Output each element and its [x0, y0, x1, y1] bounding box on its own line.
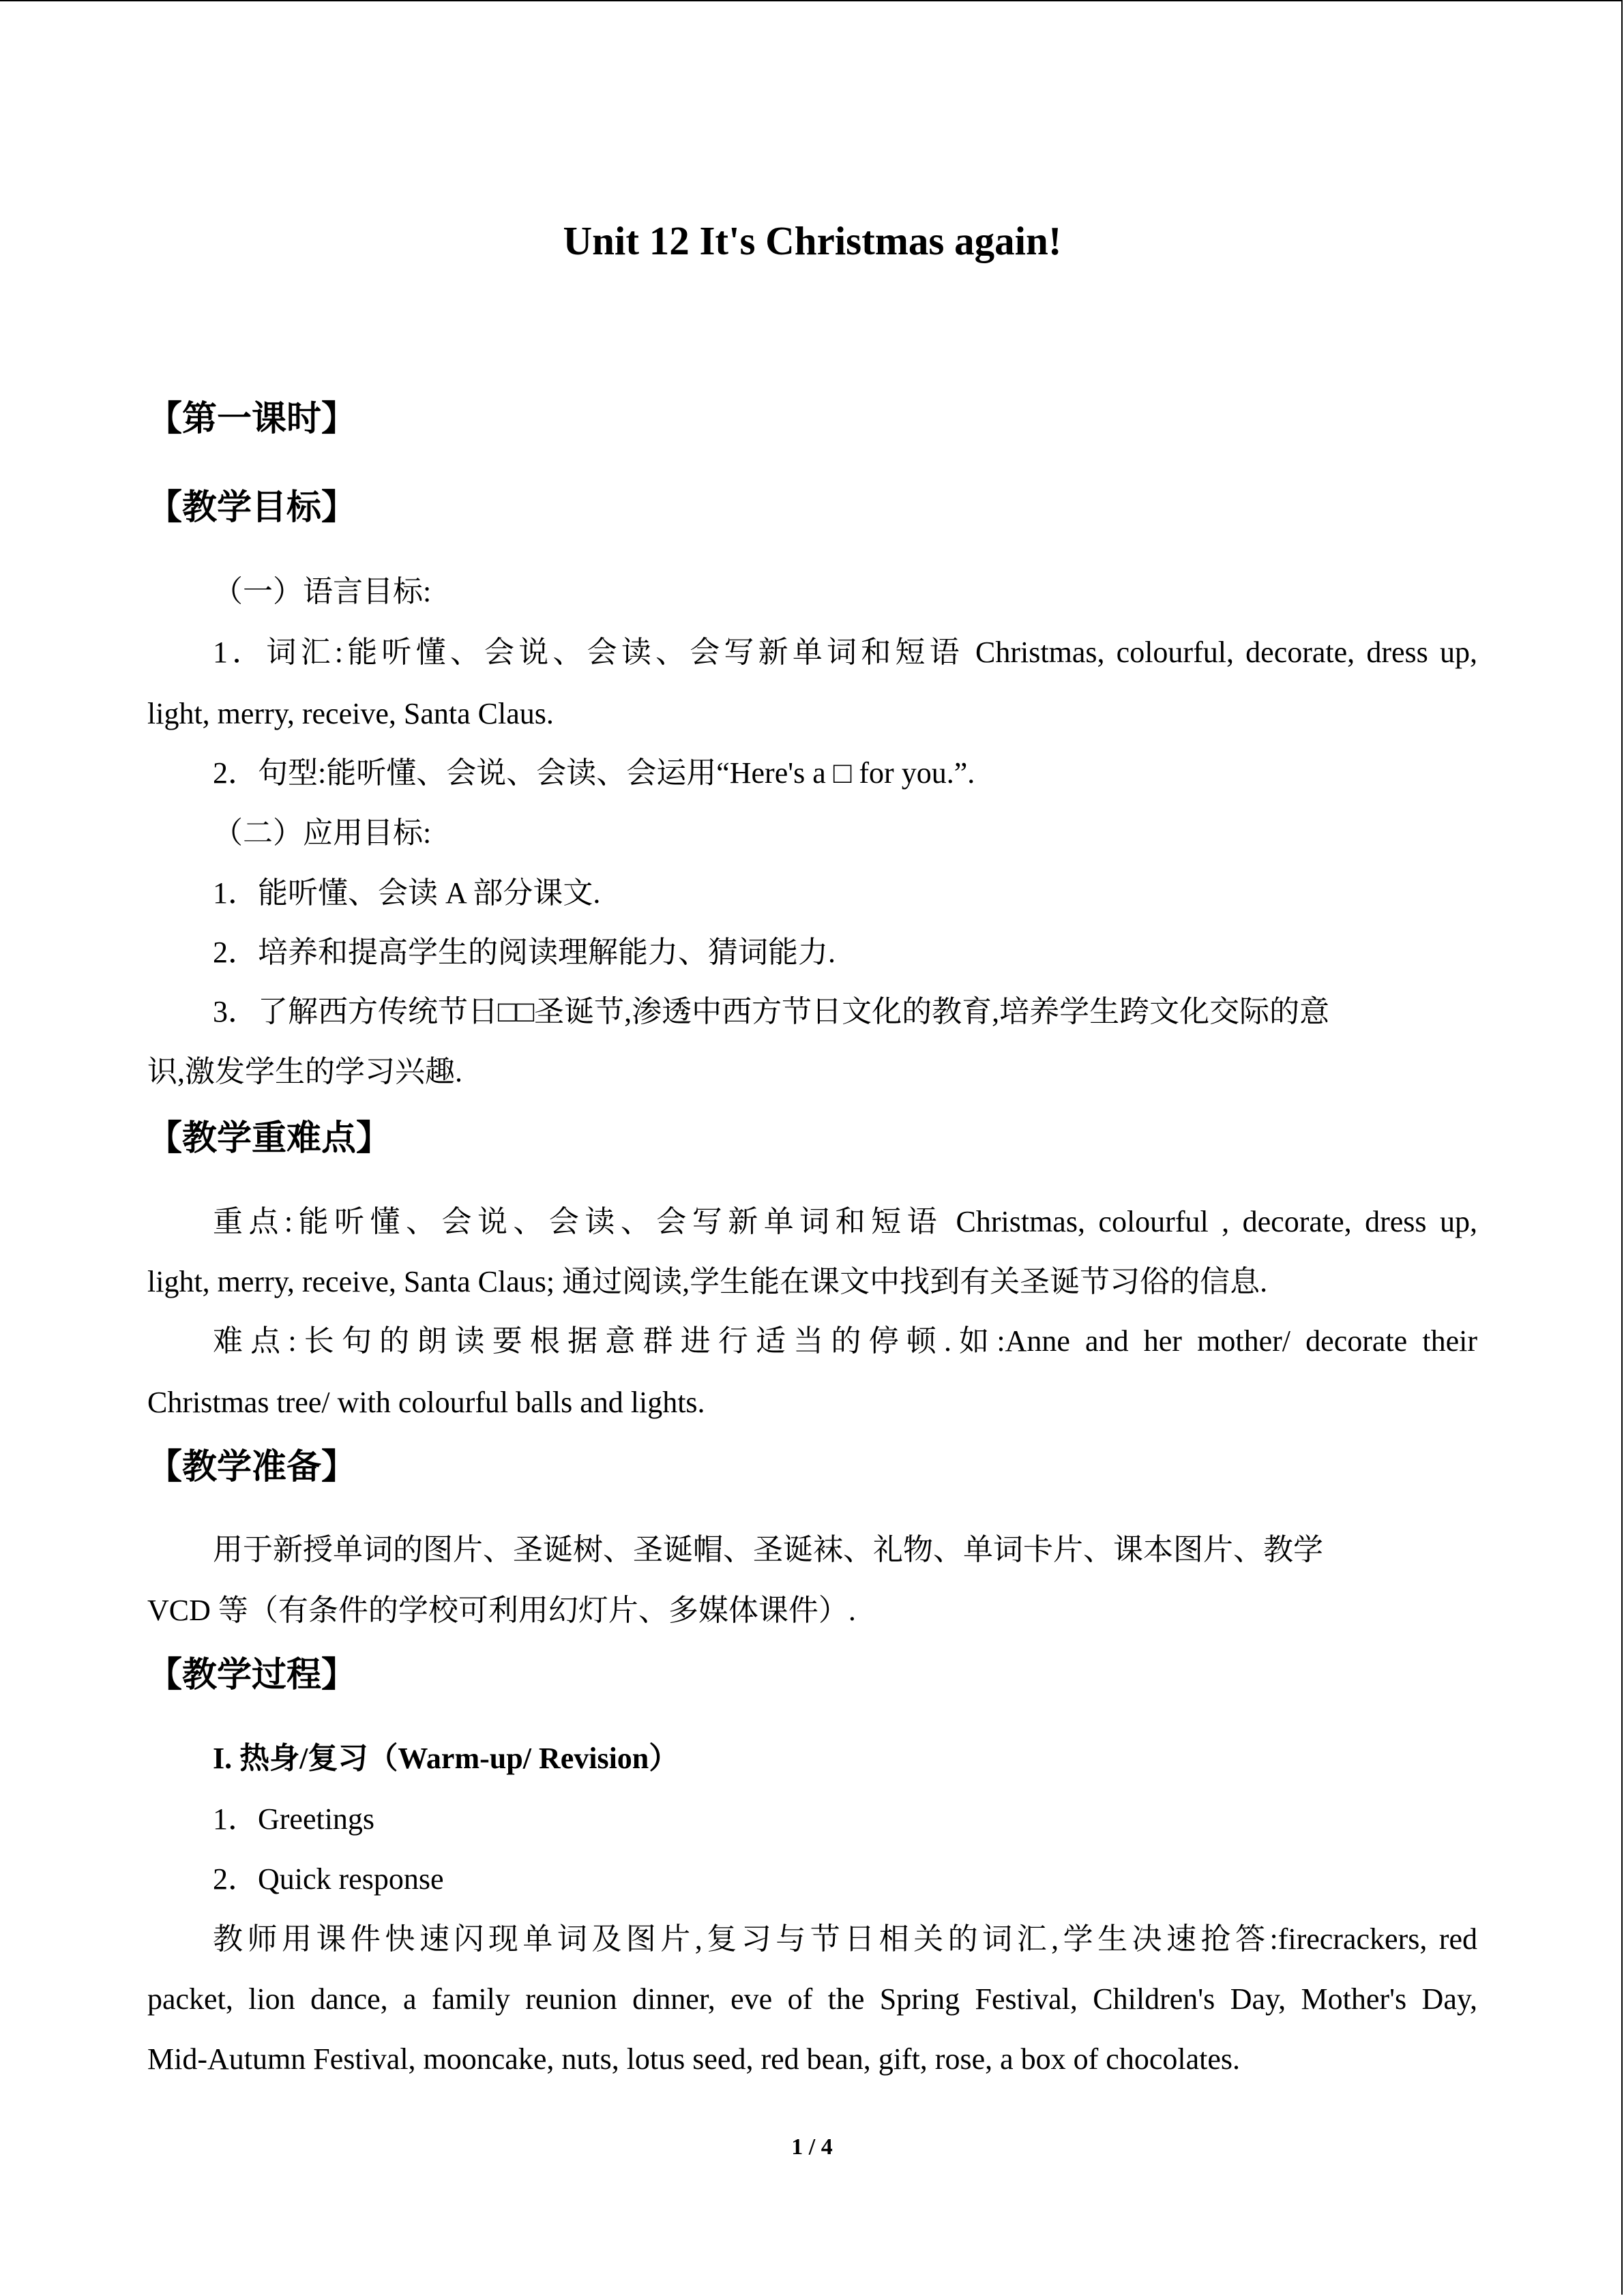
process-description-line-2: packet, lion dance, a family reunion dinner, eve of the Spring Festival, Children's Day, Mother's Day,	[147, 1982, 1477, 2016]
sentence-pattern: 2．句型:能听懂、会说、会读、会运用“Here's a □ for you.”.	[213, 756, 975, 790]
process-section-1: I. 热身/复习（Warm-up/ Revision）	[213, 1742, 679, 1775]
application-item-3-line-2: 识,激发学生的学习兴趣.	[147, 1055, 462, 1088]
preparation-heading: 【教学准备】	[147, 1447, 357, 1487]
application-item-1: 1．能听懂、会读 A 部分课文.	[213, 876, 601, 910]
page-title: Unit 12 It's Christmas again!	[563, 218, 1062, 263]
key-point-line-2: light, merry, receive, Santa Claus; 通过阅读,学生能在课文中找到有关圣诞节习俗的信息.	[147, 1265, 1268, 1298]
keypoints-heading: 【教学重难点】	[147, 1118, 392, 1159]
preparation-line-2: VCD 等（有条件的学校可利用幻灯片、多媒体课件）.	[147, 1594, 856, 1627]
difficult-point-line-2: Christmas tree/ with colourful balls and lights.	[147, 1386, 705, 1419]
process-item-1: 1．Greetings	[213, 1802, 375, 1836]
lesson-heading: 【第一课时】	[147, 399, 357, 439]
preparation-line-1: 用于新授单词的图片、圣诞树、圣诞帽、圣诞袜、礼物、单词卡片、课本图片、教学	[213, 1533, 1323, 1566]
objectives-heading: 【教学目标】	[147, 488, 357, 528]
application-objective-label: （二）应用目标:	[213, 816, 432, 850]
vocab-line-2: light, merry, receive, Santa Claus.	[147, 697, 554, 730]
application-item-3-line-1: 3．了解西方传统节日□□圣诞节,渗透中西方节日文化的教育,培养学生跨文化交际的意	[213, 995, 1330, 1028]
page-number: 1 / 4	[791, 2134, 833, 2160]
process-description-line-3: Mid-Autumn Festival, mooncake, nuts, lotus seed, red bean, gift, rose, a box of chocolates.	[147, 2042, 1240, 2076]
process-description-line-1: 教师用课件快速闪现单词及图片,复习与节日相关的词汇,学生决速抢答:firecrackers, red	[213, 1922, 1477, 1956]
application-item-2: 2．培养和提高学生的阅读理解能力、猜词能力.	[213, 936, 836, 969]
process-item-2: 2．Quick response	[213, 1862, 444, 1896]
key-point-line-1: 重点:能听懂、会说、会读、会写新单词和短语 Christmas, colourful , decorate, dress up,	[213, 1205, 1477, 1238]
difficult-point-line-1: 难点:长句的朗读要根据意群进行适当的停顿.如:Anne and her mother/ decorate their	[213, 1324, 1477, 1358]
vocab-line-1: 1．词汇:能听懂、会说、会读、会写新单词和短语 Christmas, colourful, decorate, dress up,	[213, 636, 1477, 669]
language-objective-label: （一）语言目标:	[213, 575, 432, 608]
process-heading: 【教学过程】	[147, 1655, 357, 1695]
